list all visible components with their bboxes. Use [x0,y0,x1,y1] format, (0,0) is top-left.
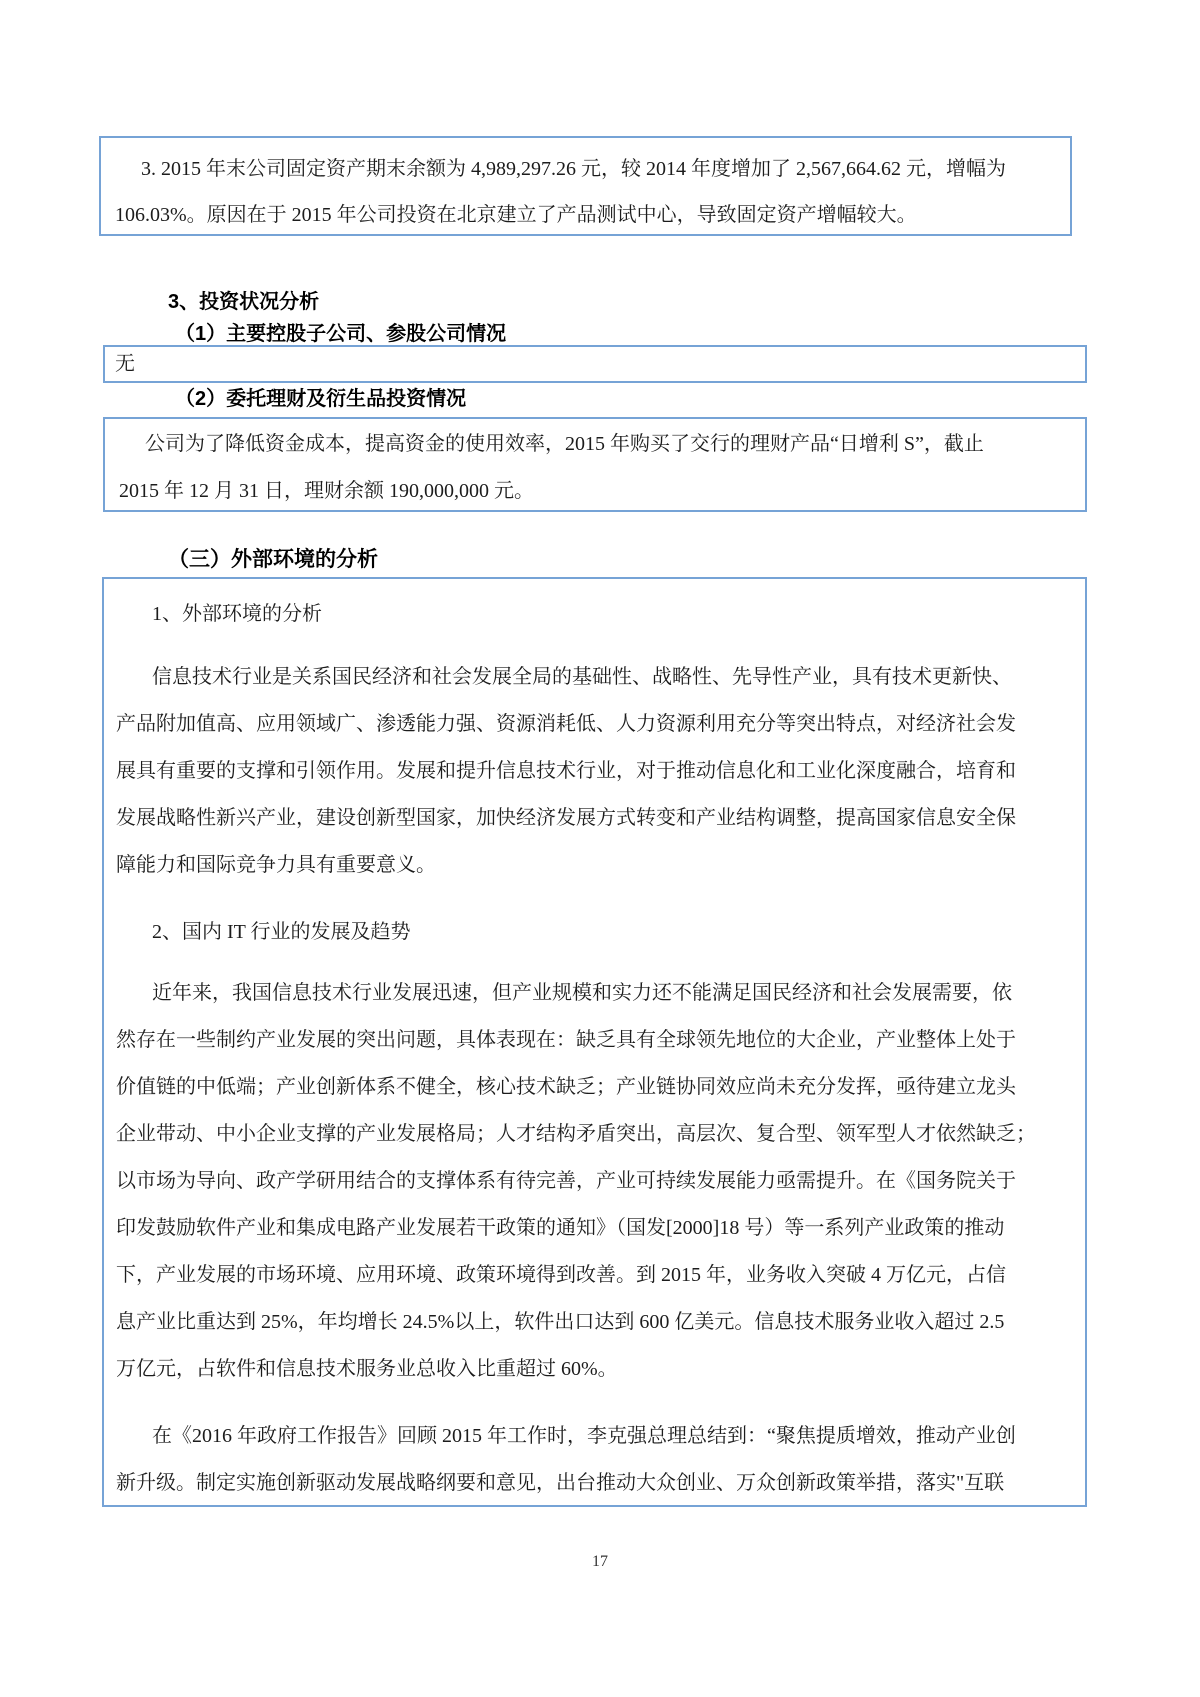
paragraph-industry-problems [116,970,1057,1393]
text-line: 发展战略性新兴产业，建设创新型国家，加快经济发展方式转变和产业结构调整，提高国家信息安全保 [116,807,1016,829]
text-line: 展具有重要的支撑和引领作用。发展和提升信息技术行业，对于推动信息化和工业化深度融合，培育和 [116,760,1016,782]
subheading-domestic-it-trends: 2、国内 IT 行业的发展及趋势 [152,921,411,943]
text-line: 企业带动、中小企业支撑的产业发展格局；人才结构矛盾突出，高层次、复合型、领军型人才依然缺乏； [116,1123,1036,1145]
text-line: 万亿元，占软件和信息技术服务业总收入比重超过 60%。 [116,1358,618,1380]
text-line: 3. 2015 年末公司固定资产期末余额为 4,989,297.26 元，较 2014 年度增加了 2,567,664.62 元，增幅为 [141,158,1006,180]
heading-external-environment: （三）外部环境的分析 [168,548,378,571]
text-line: 障能力和国际竞争力具有重要意义。 [116,854,436,876]
page-number: 17 [592,1553,608,1570]
text-line: 以市场为导向、政产学研用结合的支撑体系有待完善，产业可持续发展能力亟需提升。在《国务院关于 [116,1170,1016,1192]
text-line: 产品附加值高、应用领域广、渗透能力强、资源消耗低、人力资源利用充分等突出特点，对经济社会发 [116,713,1016,735]
external-environment-box [102,577,1087,1507]
heading-subsidiaries: （1）主要控股子公司、参股公司情况 [175,323,507,345]
text-line: 印发鼓励软件产业和集成电路产业发展若干政策的通知》（国发[2000]18 号）等一系列产业政策的推动 [116,1217,1005,1239]
text-line: 106.03%。原因在于 2015 年公司投资在北京建立了产品测试中心，导致固定资产增幅较大。 [115,204,917,226]
text-line: 在《2016 年政府工作报告》回顾 2015 年工作时，李克强总理总结到：“聚焦提质增效，推动产业创 [152,1425,1016,1447]
text-line: 价值链的中低端；产业创新体系不健全，核心技术缺乏；产业链协同效应尚未充分发挥，亟待建立龙头 [116,1076,1016,1098]
text-line: 信息技术行业是关系国民经济和社会发展全局的基础性、战略性、先导性产业，具有技术更新快、 [152,666,1012,688]
subsidiaries-value: 无 [115,353,135,375]
heading-investment-analysis: 3、投资状况分析 [168,291,320,313]
text-line: 公司为了降低资金成本，提高资金的使用效率，2015 年购买了交行的理财产品“日增利 S”，截止 [145,433,984,455]
paragraph-it-industry-role [116,654,1057,889]
subheading-external-env-analysis: 1、外部环境的分析 [152,603,322,625]
text-line: 2015 年 12 月 31 日，理财余额 190,000,000 元。 [119,480,534,502]
text-line: 息产业比重达到 25%，年均增长 24.5%以上，软件出口达到 600 亿美元。信息技术服务业收入超过 2.5 [116,1311,1005,1333]
text-line: 然存在一些制约产业发展的突出问题，具体表现在：缺乏具有全球领先地位的大企业，产业整体上处于 [116,1029,1016,1051]
text-line: 新升级。制定实施创新驱动发展战略纲要和意见，出台推动大众创业、万众创新政策举措，落实"互联 [116,1472,1005,1494]
subsidiaries-value-box [103,345,1087,383]
paragraph-government-report [116,1413,1057,1507]
fixed-assets-note-box [99,136,1072,236]
entrusted-finance-box [103,417,1087,512]
text-line: 近年来，我国信息技术行业发展迅速，但产业规模和实力还不能满足国民经济和社会发展需要，依 [152,982,1012,1004]
heading-entrusted-finance: （2）委托理财及衍生品投资情况 [175,388,467,410]
text-line: 下，产业发展的市场环境、应用环境、政策环境得到改善。到 2015 年，业务收入突破 4 万亿元，占信 [116,1264,1006,1286]
